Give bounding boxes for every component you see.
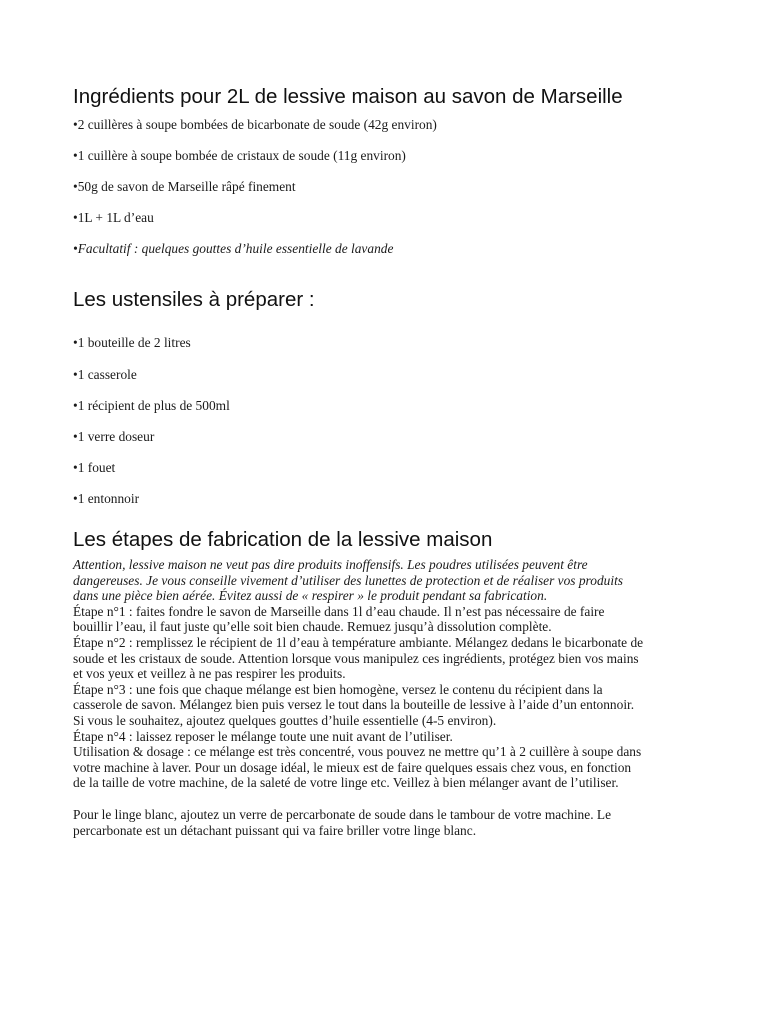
text-line: casserole de savon. Mélangez bien puis versez le tout dans la bouteille de lessive à l’aide d’un entonnoir. [73,697,635,713]
text-line: et vos yeux et veillez à ne pas respirer les produits. [73,666,346,682]
list-item: •50g de savon de Marseille râpé finement [73,179,296,195]
text-line: Si vous le souhaitez, ajoutez quelques gouttes d’huile essentielle (4-5 environ). [73,712,497,728]
list-item: •1 bouteille de 2 litres [73,335,191,351]
text-line: Attention, lessive maison ne veut pas dire produits inoffensifs. Les poudres utilisées peuvent être [73,557,588,573]
text-line: votre machine à laver. Pour un dosage idéal, le mieux est de faire quelques essais chez vous, en fonction [73,759,632,775]
text-line: Étape n°4 : laissez reposer le mélange toute une nuit avant de l’utiliser. [73,728,453,744]
ingredients-heading: Ingrédients pour 2L de lessive maison au savon de Marseille [73,85,623,108]
utensils-list [73,334,703,521]
utensils-heading: Les ustensiles à préparer : [73,288,315,312]
list-item: •2 cuillères à soupe bombées de bicarbonate de soude (42g environ) [73,117,437,132]
text-line: dans une pièce bien aérée. Évitez aussi de « respirer » le produit pendant sa fabrication. [73,588,548,604]
text-line: Étape n°3 : une fois que chaque mélange est bien homogène, versez le contenu du récipient dans la [73,681,603,697]
text-line: bouillir l’eau, il faut juste qu’elle soit bien chaude. Remuez jusqu’à dissolution complète. [73,619,552,635]
text-line: dangereuses. Je vous conseille vivement d’utiliser des lunettes de protection et de réaliser vos produits [73,572,623,588]
steps-paragraph [73,604,703,791]
steps-heading: Les étapes de fabrication de la lessive maison [73,528,493,552]
list-item: •1 casserole [73,366,137,382]
list-item: •1 récipient de plus de 500ml [73,397,230,413]
warning-paragraph [73,557,703,604]
text-line: soude et les cristaux de soude. Attention lorsque vous manipulez ces ingrédients, protégez bien vos mains [73,650,639,666]
list-item: •1L + 1L d’eau [73,210,154,226]
text-line: percarbonate est un détachant puissant qui va faire briller votre linge blanc. [73,822,477,838]
text-line: Étape n°2 : remplissez le récipient de 1l d’eau à température ambiante. Mélangez dedans le bicarbonate de [73,635,644,650]
list-item: •1 fouet [73,459,116,475]
document-body [73,84,703,838]
list-item: •1 entonnoir [73,490,140,506]
text-line: Étape n°1 : faites fondre le savon de Marseille dans 1l d’eau chaude. Il n’est pas nécessaire de faire [73,603,605,619]
text-line: de la taille de votre machine, de la saleté de votre linge etc. Veillez à bien mélanger avant de l’utiliser. [73,775,619,791]
list-item: •1 cuillère à soupe bombée de cristaux de soude (11g environ) [73,148,406,164]
text-line: Utilisation & dosage : ce mélange est très concentré, vous pouvez ne mettre qu’1 à 2 cuillère à soupe dans [73,744,642,760]
steps-text [73,557,703,838]
list-item-optional: •Facultatif : quelques gouttes d’huile essentielle de lavande [73,241,394,257]
list-item: •1 verre doseur [73,428,155,444]
ingredients-list [73,116,703,271]
white-laundry-paragraph [73,807,703,838]
text-line: Pour le linge blanc, ajoutez un verre de percarbonate de soude dans le tambour de votre machine. Le [73,806,612,822]
